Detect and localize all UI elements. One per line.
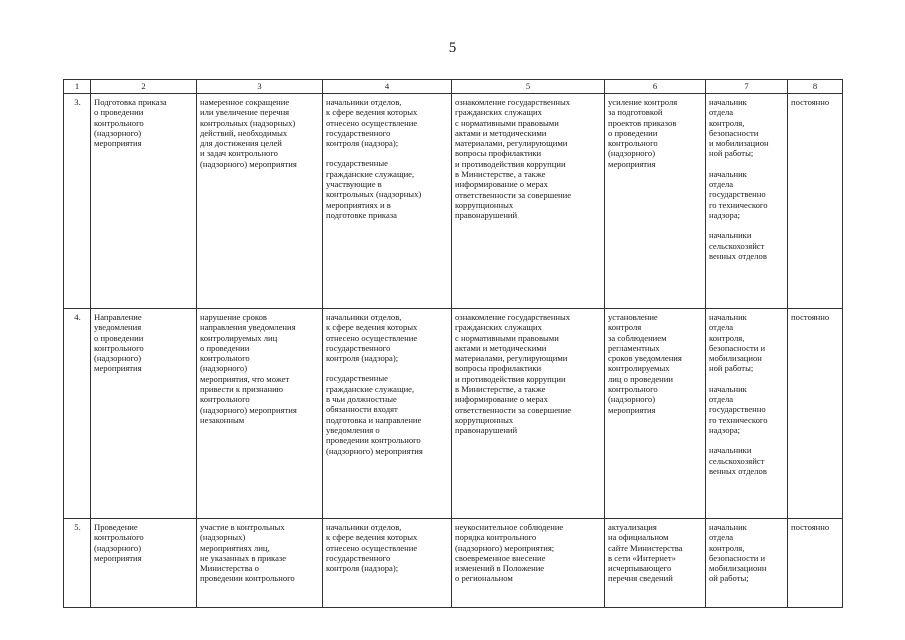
column-number: 2: [91, 80, 197, 94]
preventive-measures: ознакомление государственных гражданских служащих с нормативными правовыми актами и методическими материалами, регулирующими вопросы профилактики и противодействия коррупции в Министерстве, а также информирование о мерах ответственности за совершение коррупционных правонарушений: [452, 309, 605, 519]
control-measures: актуализация на официальном сайте Министерства в сети «Интернет» исчерпывающего перечня сведений: [605, 519, 706, 608]
control-measures: усиление контроля за подготовкой проектов приказов о проведении контрольного (надзорного) мероприятия: [605, 94, 706, 309]
responsible-agricultural: начальники сельскохозяйст венных отделов: [709, 230, 767, 261]
column-number: 1: [64, 80, 91, 94]
positions-heads: начальники отделов, к сфере ведения которых отнесено осуществление государственного контроля (надзора);: [326, 522, 418, 574]
responsible-cell: [706, 519, 788, 608]
responsible-cell: [706, 94, 788, 309]
column-number-header-row: [64, 80, 843, 94]
responsible-security: начальник отдела контроля, безопасности и мобилизационн ой работы;: [709, 522, 767, 584]
positions-cell: [323, 94, 452, 309]
column-number: 3: [197, 80, 323, 94]
row-number: 3.: [64, 94, 91, 309]
corruption-risk: нарушение сроков направления уведомления контролируемых лиц о проведении контрольного (надзорного) мероприятия, что может привести к признанию контрольного (надзорного) мероприятия незаконным: [197, 309, 323, 519]
column-number: 5: [452, 80, 605, 94]
table-row: [64, 519, 843, 608]
process-name: Направление уведомления о проведении контрольного (надзорного) мероприятия: [91, 309, 197, 519]
process-name: Подготовка приказа о проведении контрольного (надзорного) мероприятия: [91, 94, 197, 309]
row-number: 4.: [64, 309, 91, 519]
responsible-security: начальник отдела контроля, безопасности и мобилизацион ной работы;: [709, 97, 769, 159]
preventive-measures: ознакомление государственных гражданских служащих с нормативными правовыми актами и методическими материалами, регулирующими вопросы профилактики и противодействия коррупции в Министерстве, а также информирование о мерах ответственности за совершение коррупционных правонарушений: [452, 94, 605, 309]
responsible-security: начальник отдела контроля, безопасности и мобилизацион ной работы;: [709, 312, 766, 374]
positions-heads: начальники отделов, к сфере ведения которых отнесено осуществление государственного контроля (надзора);: [326, 97, 418, 149]
process-name: Проведение контрольного (надзорного) мероприятия: [91, 519, 197, 608]
column-number: 4: [323, 80, 452, 94]
positions-cell: [323, 309, 452, 519]
term: постоянно: [788, 519, 843, 608]
table-row: [64, 94, 843, 309]
corruption-risk: намеренное сокращение или увеличение перечня контрольных (надзорных) действий, необходимых для достижения целей и задач контрольного (надзорного) мероприятия: [197, 94, 323, 309]
term: постоянно: [788, 309, 843, 519]
page-number: 5: [448, 40, 457, 56]
responsible-technical: начальник отдела государственно го технического надзора;: [709, 383, 768, 435]
responsible-technical: начальник отдела государственно го технического надзора;: [709, 168, 768, 220]
row-number: 5.: [64, 519, 91, 608]
column-number: 8: [788, 80, 843, 94]
positions-cell: [323, 519, 452, 608]
corruption-risk: участие в контрольных (надзорных) мероприятиях лиц, не указанных в приказе Министерства о проведении контрольного: [197, 519, 323, 608]
positions-staff: государственные гражданские служащие, в чьи должностные обязанности входят подготовка и направление уведомления о проведении контрольного (надзорного) мероприятия: [326, 373, 423, 456]
positions-heads: начальники отделов, к сфере ведения которых отнесено осуществление государственного контроля (надзора);: [326, 312, 418, 364]
preventive-measures: неукоснительное соблюдение порядка контрольного (надзорного) мероприятия; своевременное внесение изменений в Положение о региональном: [452, 519, 605, 608]
column-number: 7: [706, 80, 788, 94]
responsible-agricultural: начальники сельскохозяйст венных отделов: [709, 445, 767, 476]
responsible-cell: [706, 309, 788, 519]
anti-corruption-measures-table: [63, 79, 843, 608]
positions-staff: государственные гражданские служащие, участвующие в контрольных (надзорных) мероприятиях и в подготовке приказа: [326, 158, 422, 220]
column-number: 6: [605, 80, 706, 94]
term: постоянно: [788, 94, 843, 309]
control-measures: установление контроля за соблюдением регламентных сроков уведомления контролируемых лиц о проведении контрольного (надзорного) мероприятия: [605, 309, 706, 519]
table-row: [64, 309, 843, 519]
